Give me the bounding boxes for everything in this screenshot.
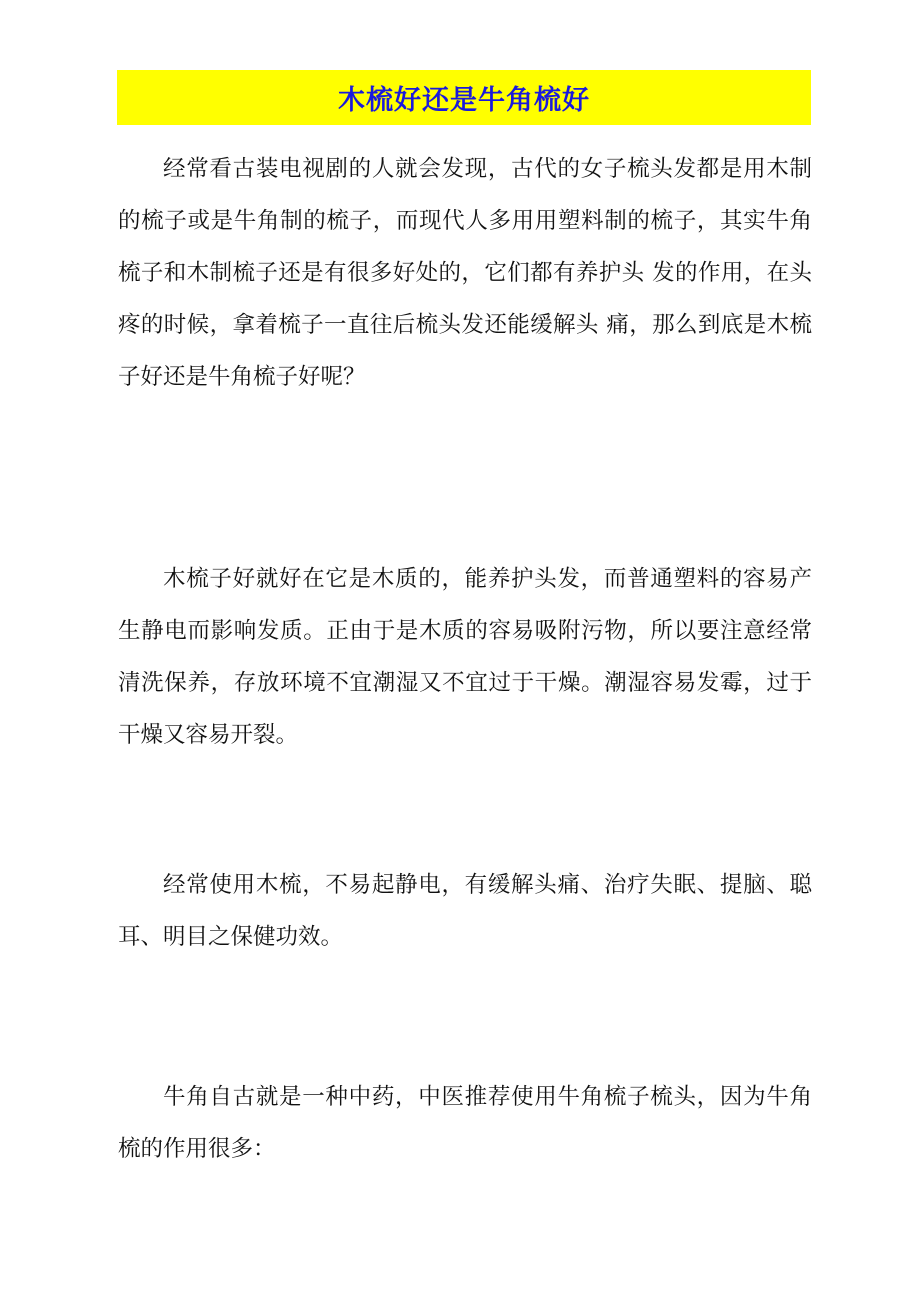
paragraph-wood-comb: 木梳子好就好在它是木质的，能养护头发，而普通塑料的容易产生静电而影响发质。正由于是木质的容易吸附污物，所以要注意经常清洗保养，存放环境不宜潮湿又不宜过于干燥。潮湿容易发霉，过于干燥又容易开裂。 bbox=[118, 566, 812, 748]
title-banner bbox=[117, 70, 811, 125]
page-title: 木梳好还是牛角梳好 bbox=[338, 85, 590, 116]
paragraph-intro: 经常看古装电视剧的人就会发现，古代的女子梳头发都是用木制的梳子或是牛角制的梳子，而现代人多用用塑料制的梳子，其实牛角梳子和木制梳子还是有很多好处的，它们都有养护头 发的作用，在头疼的时候，拿着梳子一直往后梳头发还能缓解头 痛，那么到底是木梳子好还是牛角梳子好呢？ bbox=[118, 156, 812, 390]
paragraph-horn-comb: 牛角自古就是一种中药，中医推荐使用牛角梳子梳头，因为牛角梳的作用很多： bbox=[118, 1084, 812, 1162]
paragraph-wood-comb-benefits: 经常使用木梳，不易起静电，有缓解头痛、治疗失眠、提脑、聪耳、明目之保健功效。 bbox=[118, 872, 812, 950]
